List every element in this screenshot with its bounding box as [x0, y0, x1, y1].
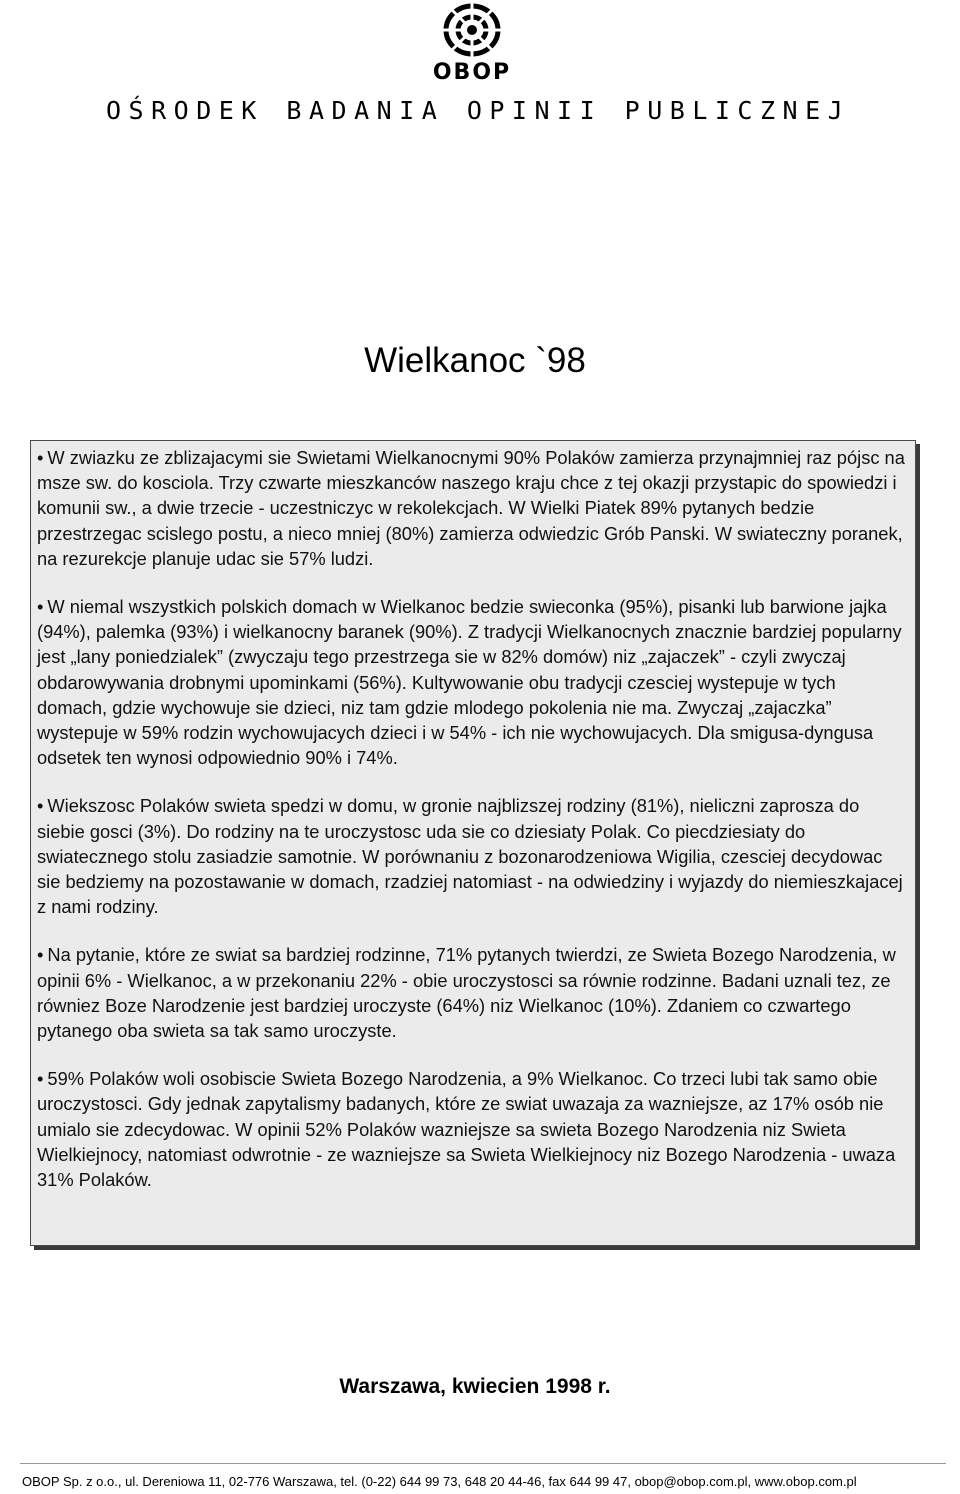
obop-emblem-icon	[432, 0, 512, 60]
paragraph-4	[37, 942, 909, 1043]
organization-name: OŚRODEK BADANIA OPINII PUBLICZNEJ	[106, 96, 851, 125]
content-panel	[30, 440, 916, 1246]
place-date: Warszawa, kwiecien 1998 r.	[339, 1375, 611, 1398]
bullet-icon: •	[37, 944, 44, 966]
footer-contact: OBOP Sp. z o.o., ul. Dereniowa 11, 02-776 Warszawa, tel. (0-22) 644 99 73, 648 20 44-46, fax 644 99 47, obop@obop.com.pl, www.obop.com.pl	[22, 1474, 857, 1489]
paragraph-text: 59% Polaków woli osobiscie Swieta Bozego Narodzenia, a 9% Wielkanoc. Co trzeci lubi tak samo obie uroczystosci. Gdy jednak zapytalismy badanych, które ze swiat uwazaja za wazniejsze, az 17% osób nie umialo sie zdecydowac. W opinii 52% Polaków wazniejsze sa swieta Bozego Narodzenia niz Swieta Wielkiejnocy, natomiast odwrotnie - ze wazniejsze sa Swieta Wielkiejnocy niz Bozego Narodzenia - uwaza 31% Polaków.	[37, 1068, 896, 1191]
paragraph-text: W niemal wszystkich polskich domach w Wielkanoc bedzie swieconka (95%), pisanki lub barwione jajka (94%), palemka (93%) i wielkanocny baranek (90%). Z tradycji Wielkanocnych znacznie bardziej popularny jest „lany poniedzialek” (zwyczaju tego przestrzega sie w 82% domów) niz „zajaczek” - czyli zwyczaj obdarowywania drobnymi upominkami (56%). Kultywowanie obu tradycji czesciej wystepuje w tych domach, gdzie wychowuje sie dzieci, niz tam gdzie mlodego pokolenia nie ma. Zwyczaj „zajaczka” wystepuje w 59% rodzin wychowujacych dzieci i w 54% - ich nie wychowujacych. Dla smigusa-dyngusa odsetek ten wynosi odpowiednio 90% i 74%.	[37, 596, 902, 769]
bullet-icon: •	[37, 1068, 44, 1090]
page-title: Wielkanoc `98	[364, 341, 586, 381]
paragraph-2	[37, 594, 909, 770]
bullet-icon: •	[37, 596, 44, 618]
paragraph-3	[37, 793, 909, 919]
footer-divider	[20, 1463, 946, 1464]
logo-wordmark: OBOP	[432, 60, 512, 85]
paragraph-1	[37, 445, 909, 571]
paragraph-text: Na pytanie, które ze swiat sa bardziej rodzinne, 71% pytanych twierdzi, ze Swieta Bozego Narodzenia, w opinii 6% - Wielkanoc, a w przekonaniu 22% - obie uroczystosci sa równie rodzinne. Badani uznali tez, ze równiez Boze Narodzenie jest bardziej uroczyste (64%) niz Wielkanoc (10%). Zdaniem co czwartego pytanego oba swieta sa tak samo uroczyste.	[37, 944, 896, 1042]
paragraph-text: Wiekszosc Polaków swieta spedzi w domu, w gronie najblizszej rodziny (81%), nieliczni zaprosza do siebie gosci (3%). Do rodziny na te uroczystosc uda sie co dziesiaty Polak. Co piecdziesiaty do swiatecznego stolu zasiadzie samotnie. W porównaniu z bozonarodzeniowa Wigilia, czesciej decydowac sie bedziemy na pozostawanie w domach, rzadziej natomiast - na odwiedziny i wyjazdy do niemieszkajacej z nami rodziny.	[37, 795, 903, 918]
obop-logo	[432, 0, 512, 88]
paragraph-5	[37, 1066, 909, 1192]
paragraph-text: W zwiazku ze zblizajacymi sie Swietami Wielkanocnymi 90% Polaków zamierza przynajmniej raz pójsc na msze sw. do kosciola. Trzy czwarte mieszkanców naszego kraju chce z tej okazji przystapic do spowiedzi i komunii sw., a dwie trzecie - uczestniczyc w rekolekcjach. W Wielki Piatek 89% pytanych bedzie przestrzegac scislego postu, a nieco mniej (80%) zamierza odwiedzic Grób Panski. W swiateczny poranek, na rezurekcje planuje udac sie 57% ludzi.	[37, 447, 905, 569]
bullet-icon: •	[37, 795, 44, 817]
bullet-icon: •	[37, 447, 44, 468]
